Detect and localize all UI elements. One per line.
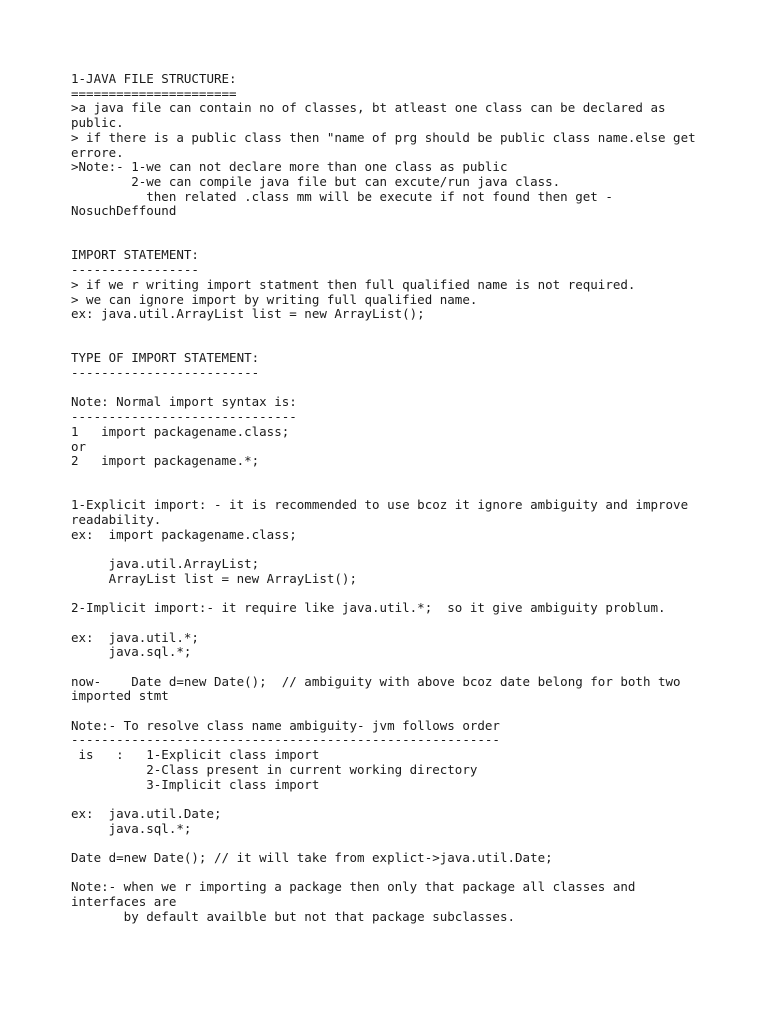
text-line: 2-Implicit import:- it require like java.util.*; so it give ambiguity problum. [71,600,666,616]
code-line: 1 import packagename.class; [71,423,290,439]
heading-underline: ====================== [71,85,237,101]
text-line: by default availble but not that package subclasses. [71,908,516,924]
blank-line [71,219,711,234]
code-line: Date d=new Date(); // it will take from explict->java.util.Date; [71,850,553,866]
code-line: ArrayList list = new ArrayList(); [71,570,357,586]
heading-underline: ------------------------- [71,365,260,380]
text-line: interfaces are [71,894,177,910]
blank-line [71,616,711,631]
text-line: 2-we can compile java file but can excute/run java class. [71,173,561,189]
text-line: is : 1-Explicit class import [71,747,320,763]
note-heading: Note:- To resolve class name ambiguity- jvm follows order [71,717,500,733]
document-text [71,72,711,925]
heading-java-file-structure: 1-JAVA FILE STRUCTURE: [71,71,237,86]
blank-line [71,484,711,499]
text-line: readability. [71,511,162,527]
note-heading: Note: Normal import syntax is: [71,394,297,410]
code-line: ex: import packagename.class; [71,526,297,542]
text-line: > if there is a public class then "name of prg should be public class name.else get [71,129,696,145]
text-line: >a java file can contain no of classes, bt atleast one class can be declared as [71,100,666,116]
heading-underline: ------------------------------ [71,409,297,425]
text-line: 3-Implicit class import [71,776,320,792]
code-line: ex: java.util.Date; [71,805,222,821]
text-line: >Note:- 1-we can not declare more than one class as public [71,159,508,175]
text-line: 2-Class present in current working directory [71,761,478,777]
blank-line [71,542,711,557]
text-line: Note:- when we r importing a package then only that package all classes and [71,879,636,895]
code-line: java.sql.*; [71,820,192,836]
text-line: or [71,438,87,454]
text-line: NosuchDeffound [71,203,177,219]
text-line: public. [71,115,124,131]
blank-line [71,660,711,675]
blank-line [71,337,711,352]
heading-import-statement: IMPORT STATEMENT: [71,247,199,263]
heading-type-of-import: TYPE OF IMPORT STATEMENT: [71,350,260,366]
code-line: java.util.ArrayList; [71,556,260,572]
blank-line [71,866,711,881]
text-line: imported stmt [71,688,169,704]
heading-underline: --------------------------------------------------------- [71,732,500,748]
blank-line [71,381,711,396]
code-line: now- Date d=new Date(); // ambiguity with above bcoz date belong for both two [71,673,681,689]
blank-line [71,836,711,851]
text-line: > we can ignore import by writing full qualified name. [71,291,478,307]
code-line: java.sql.*; [71,644,192,660]
code-line: 2 import packagename.*; [71,453,260,469]
code-line: ex: java.util.*; [71,629,199,645]
blank-line [71,322,711,337]
text-line: then related .class mm will be execute if not found then get - [71,188,613,204]
blank-line [71,586,711,601]
text-line: 1-Explicit import: - it is recommended to use bcoz it ignore ambiguity and improve [71,497,689,513]
code-line: ex: java.util.ArrayList list = new ArrayList(); [71,306,425,322]
blank-line [71,469,711,484]
text-line: errore. [71,144,124,160]
text-line: > if we r writing import statment then full qualified name is not required. [71,276,636,292]
heading-underline: ----------------- [71,262,199,278]
blank-line [71,234,711,249]
blank-line [71,792,711,807]
blank-line [71,704,711,719]
